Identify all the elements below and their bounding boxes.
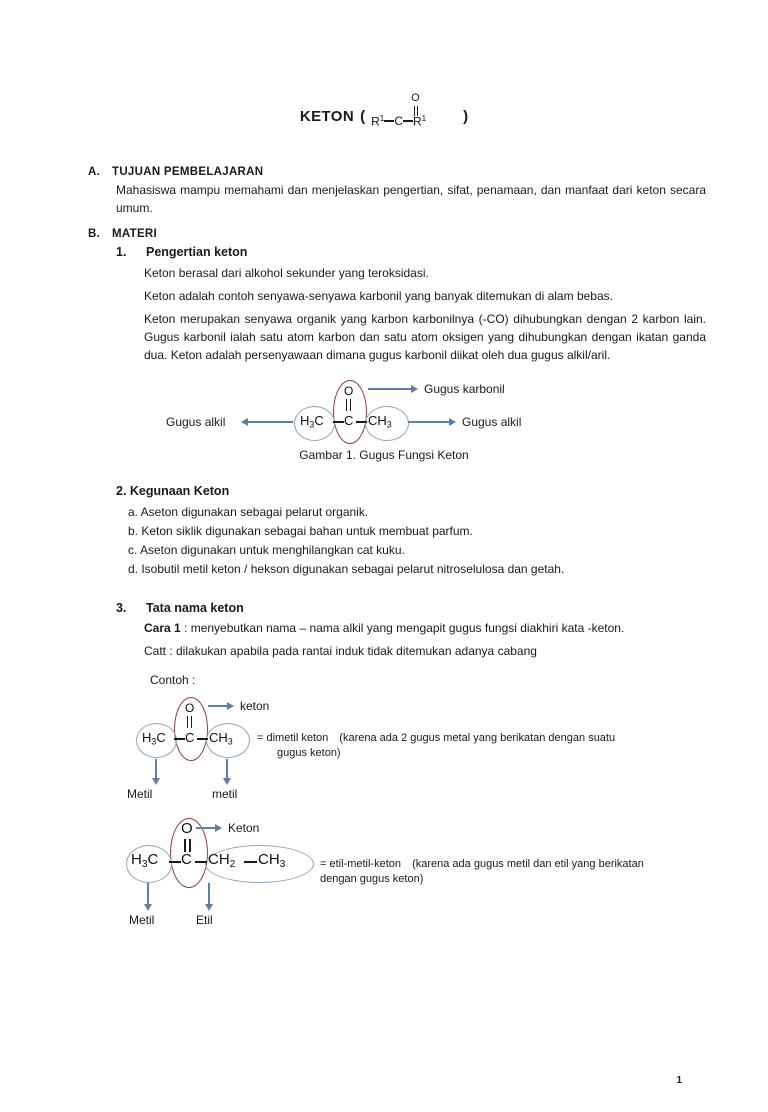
title-paren-open: ( (360, 107, 366, 125)
section-a-body: Mahasiswa mampu memahami dan menjelaskan pengertian, sifat, penamaan, dan manfaat dari keton secara umum. (116, 183, 706, 215)
fig3-annotation-reason-2: dengan gugus keton) (320, 873, 424, 885)
fig3-etil-arrow-line (208, 883, 210, 905)
carbonyl-label-arrow-line (368, 388, 412, 390)
title-carbon-chain (371, 114, 426, 128)
fig3-annotation (320, 857, 700, 887)
fig3-annotation-name: = etil-metil-keton (320, 858, 402, 870)
fig3-label-keton: Keton (228, 821, 260, 835)
fig3-annotation-reason: (karena ada gugus metil dan etil yang berikatan (412, 858, 644, 870)
contoh-label: Contoh : (150, 673, 196, 687)
fig3-ch2-group: $CH_2$ (208, 851, 236, 870)
fig1-carbonyl-carbon: C (344, 413, 354, 428)
fig3-etil-arrow-head (205, 904, 213, 911)
figure-1-gugus-fungsi-keton (0, 374, 768, 460)
pengertian-para-2: Keton adalah contoh senyawa-senyawa karbonil yang banyak ditemukan di alam bebas. (144, 289, 613, 303)
section-b-marker: B. (88, 228, 101, 240)
figure-1-caption: Gambar 1. Gugus Fungsi Keton (299, 448, 469, 462)
fig2-label-metil-right: metil (212, 787, 238, 801)
title-oxygen-atom: O (411, 92, 420, 104)
section-a-title: TUJUAN PEMBELAJARAN (112, 166, 264, 178)
fig3-ketone-arrow-line (196, 827, 216, 829)
page-title-text: KETON (299, 107, 355, 125)
subsection-1-marker: 1. (116, 245, 127, 259)
fig2-annotation-name: = dimetil keton (257, 732, 329, 744)
kegunaan-item-d: d. Isobutil metil keton / hekson digunakan sebagai pelarut nitroselulosa dan getah. (128, 562, 565, 576)
fig1-oxygen-atom: O (344, 384, 354, 398)
document-page (0, 88, 768, 1112)
subsection-3-heading (116, 601, 706, 615)
left-alkyl-label-arrow-line (248, 421, 293, 423)
fig3-bond-2 (195, 861, 207, 863)
fig3-carbonyl-carbon: C (181, 851, 192, 868)
catt-paragraph: Catt : dilakukan apabila pada rantai induk tidak ditemukan adanya cabang (144, 644, 537, 658)
fig3-ketone-arrow-head (215, 824, 222, 832)
fig2-label-keton: keton (240, 699, 270, 713)
fig2-left-metil-arrow-head (152, 778, 160, 785)
fig1-bond-right (356, 421, 367, 423)
kegunaan-item-b: b. Keton siklik digunakan sebagai bahan untuk membuat parfum. (128, 524, 473, 538)
fig3-metil-arrow-line (147, 883, 149, 905)
fig2-right-metil-arrow-head (223, 778, 231, 785)
title-left-r-group: $R^1$ (371, 114, 385, 129)
subsection-3-marker: 3. (116, 601, 127, 615)
fig2-bond-right (197, 738, 208, 740)
kegunaan-item-c: c. Aseton digunakan untuk menghilangkan cat kuku. (128, 543, 405, 557)
section-b (88, 228, 706, 364)
title-bond-right (403, 120, 413, 122)
pengertian-para-1: Keton berasal dari alkohol sekunder yang teroksidasi. (144, 266, 429, 280)
right-alkyl-label-arrow-head (449, 418, 456, 426)
title-bond-left (384, 120, 394, 122)
cara-1-paragraph (144, 619, 706, 637)
label-gugus-alkil-left: Gugus alkil (166, 415, 226, 429)
section-a-marker: A. (88, 166, 101, 178)
left-alkyl-label-arrow-head (241, 418, 248, 426)
subsection-3 (88, 601, 706, 689)
fig1-bond-left (333, 421, 344, 423)
pengertian-para-3: Keton merupakan senyawa organik yang karbon karbonilnya (-CO) dihubungkan dengan 2 karbon lain. Gugus karbonil ialah satu atom karbon dan satu atom oksigen yang dihubungkan dengan ikatan ganda dua. Keton adalah persenyawaan dimana gugus karbonil diikat oleh dua gugus alkil/aril. (144, 312, 706, 362)
subsection-1-heading (116, 245, 706, 259)
subsection-2-heading: 2. Kegunaan Keton (116, 484, 230, 498)
fig3-label-etil: Etil (196, 913, 213, 927)
figure-2-dimetil-keton (0, 691, 768, 809)
subsection-2 (88, 484, 706, 579)
fig3-oxygen-atom: O (181, 820, 193, 837)
title-carbonyl-carbon: C (394, 114, 403, 129)
fig2-annotation-reason: (karena ada 2 gugus metal yang berikatan dengan suatu (339, 732, 616, 744)
title-right-r-group: $R^1$ (413, 114, 427, 129)
fig2-ketone-arrow-line (208, 705, 228, 707)
title-paren-close: ) (463, 107, 469, 125)
fig2-right-methyl: $CH_3$ (209, 730, 233, 747)
label-gugus-karbonil: Gugus karbonil (424, 382, 505, 396)
fig3-metil-arrow-head (144, 904, 152, 911)
fig2-double-bond-line-1 (187, 716, 188, 728)
fig1-double-bond-line-1 (346, 399, 347, 411)
fig2-left-metil-arrow-line (155, 759, 157, 779)
figure-3-etil-metil-keton (0, 817, 768, 935)
fig3-bond-1 (169, 861, 181, 863)
fig3-label-metil: Metil (129, 913, 155, 927)
fig2-right-metil-arrow-line (226, 759, 228, 779)
section-a-heading (88, 166, 706, 178)
fig3-left-methyl: $H_3C$ (131, 851, 159, 870)
fig3-ch3-group: $CH_3$ (258, 851, 286, 870)
right-alkyl-label-arrow-line (408, 421, 450, 423)
fig2-oxygen-atom: O (185, 701, 195, 715)
subsection-1-title: Pengertian keton (146, 245, 248, 259)
subsection-3-title: Tata nama keton (146, 601, 244, 615)
fig1-right-methyl: $CH_3$ (368, 413, 392, 430)
section-b-title: MATERI (112, 228, 158, 240)
fig2-annotation-reason-2: gugus keton) (277, 747, 341, 759)
label-gugus-alkil-right: Gugus alkil (462, 415, 522, 429)
section-b-heading (88, 228, 706, 240)
fig2-ketone-arrow-head (227, 702, 234, 710)
fig1-double-bond-line-2 (350, 399, 351, 411)
fig2-left-methyl: $H_3C$ (142, 730, 166, 747)
fig2-carbonyl-carbon: C (185, 730, 195, 745)
fig2-bond-left (174, 738, 185, 740)
page-number: 1 (676, 1075, 682, 1086)
carbonyl-label-arrow-head (411, 385, 418, 393)
fig2-annotation (257, 731, 687, 761)
cara-1-label: Cara 1 (144, 621, 181, 635)
kegunaan-item-a: a. Aseton digunakan sebagai pelarut organik. (128, 505, 369, 519)
section-a (88, 166, 706, 217)
page-title (0, 88, 768, 144)
fig2-label-metil-left: Metil (127, 787, 153, 801)
fig2-double-bond-line-2 (191, 716, 192, 728)
fig3-bond-3 (244, 861, 257, 863)
title-ketone-structure (371, 92, 457, 140)
cara-1-text: : menyebutkan nama – nama alkil yang mengapit gugus fungsi diakhiri kata -keton. (180, 621, 625, 635)
fig1-left-methyl: $H_3C$ (300, 413, 324, 430)
